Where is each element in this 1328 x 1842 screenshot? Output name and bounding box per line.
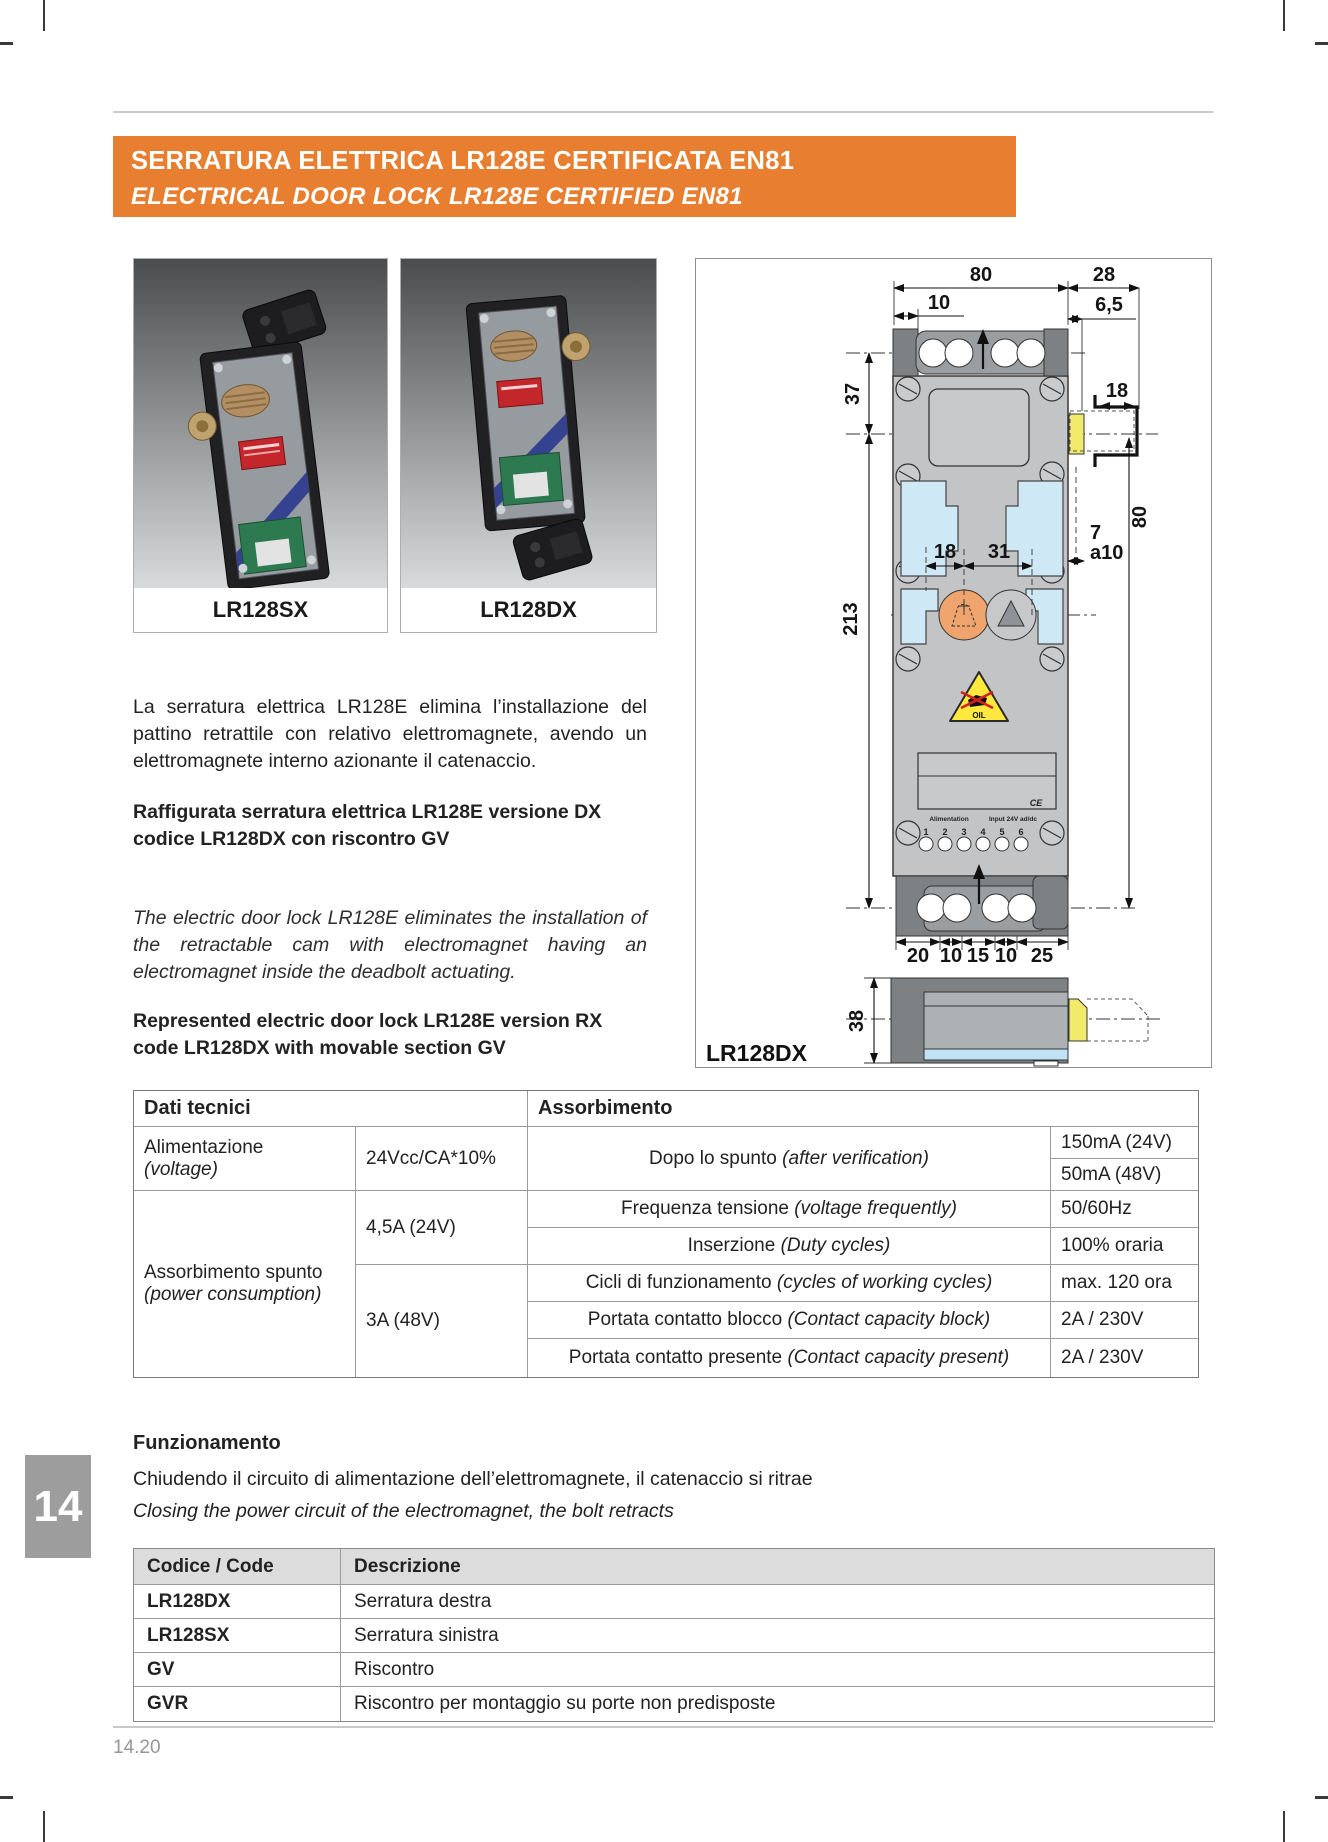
spec-cell-current-2: 3A (48V) xyxy=(356,1265,528,1377)
spec-row-value: 2A / 230V xyxy=(1051,1302,1198,1339)
spec-row-value: 50/60Hz xyxy=(1051,1191,1198,1228)
photo-caption-dx: LR128DX xyxy=(401,588,656,632)
page-title-english: ELECTRICAL DOOR LOCK LR128E CERTIFIED EN81 xyxy=(131,183,743,210)
page-number: 14.20 xyxy=(113,1737,161,1758)
crop-mark xyxy=(43,0,45,31)
spec-row-label xyxy=(528,1302,1051,1339)
spec-cell-assorbimento xyxy=(134,1191,356,1377)
technical-drawing xyxy=(696,259,1211,1067)
product-photo-box-sx xyxy=(133,258,388,633)
cell-label: Inserzione xyxy=(687,1235,776,1256)
cell-label-en: (Duty cycles) xyxy=(780,1235,891,1256)
cell-label: Dopo lo spunto xyxy=(649,1147,777,1169)
dim-bracket-width: 18 xyxy=(1105,380,1129,402)
cell-label-en: (power consumption) xyxy=(144,1284,322,1305)
code-cell: GVR xyxy=(134,1687,341,1721)
spec-header-right: Assorbimento xyxy=(528,1091,1198,1127)
product-photo-lr128sx xyxy=(134,259,387,588)
terminal-number: 1 xyxy=(923,827,929,837)
spec-cell-alimentazione xyxy=(134,1127,356,1191)
dim-bottom-d: 10 xyxy=(994,945,1018,967)
cell-label: Frequenza tensione xyxy=(621,1198,789,1219)
terminal-number: 2 xyxy=(942,827,948,837)
terminal-label-input: Input 24V ad/dc xyxy=(988,816,1038,823)
spec-cell-current-1: 4,5A (24V) xyxy=(356,1191,528,1265)
cell-label: Assorbimento spunto xyxy=(144,1262,323,1283)
lock-photo-illustration xyxy=(401,259,656,588)
spec-row-value: 2A / 230V xyxy=(1051,1339,1198,1377)
spec-cell-voltage-value: 24Vcc/CA*10% xyxy=(356,1127,528,1191)
code-cell: GV xyxy=(134,1653,341,1687)
cell-label-en: (voltage frequently) xyxy=(794,1198,957,1219)
photo-caption-sx: LR128SX xyxy=(134,588,387,632)
terminal-number: 3 xyxy=(961,827,967,837)
cell-label: Cicli di funzionamento xyxy=(585,1272,772,1293)
spec-cell-after-value-2: 50mA (48V) xyxy=(1051,1159,1198,1191)
terminal-number: 5 xyxy=(999,827,1005,837)
codes-header-code: Codice / Code xyxy=(134,1549,341,1585)
desc-cell: Riscontro per montaggio su porte non predisposte xyxy=(354,1693,776,1714)
dim-bottom-c: 15 xyxy=(966,945,990,967)
paragraph-english-bold: Represented electric door lock LR128E version RX code LR128DX with movable section GV xyxy=(133,1010,603,1059)
code-cell: LR128DX xyxy=(134,1585,341,1619)
dim-bottom-b: 10 xyxy=(939,945,963,967)
funzionamento-heading: Funzionamento xyxy=(133,1432,281,1454)
dim-hole-a: 18 xyxy=(933,541,957,563)
cell-label-en: (voltage) xyxy=(144,1158,218,1180)
oil-label: OIL xyxy=(972,711,986,720)
funzionamento-section xyxy=(133,1432,1143,1532)
dim-right-height: 80 xyxy=(1129,505,1151,529)
cell-label: Portata contatto presente xyxy=(568,1347,783,1368)
product-photo-box-dx xyxy=(400,258,657,633)
dim-side-height: 38 xyxy=(846,1009,868,1033)
product-photo-lr128dx xyxy=(401,259,656,588)
cell-label-en: (cycles of working cycles) xyxy=(776,1272,993,1293)
intro-text xyxy=(133,694,647,1062)
lock-photo-illustration xyxy=(134,259,387,588)
dim-depth: 7 xyxy=(1090,522,1102,544)
codes-header-desc: Descrizione xyxy=(341,1549,1214,1585)
spec-row-value: max. 120 ora xyxy=(1051,1265,1198,1302)
paragraph-english: The electric door lock LR128E eliminates the installation of the retractable cam with electromagnet having an electromagnet inside the deadbolt actuating. xyxy=(133,907,647,983)
funzionamento-line-italian: Chiudendo il circuito di alimentazione dell’elettromagnete, il catenaccio si ritrae xyxy=(133,1468,813,1490)
spec-header-left: Dati tecnici xyxy=(134,1091,528,1127)
desc-cell: Serratura sinistra xyxy=(341,1619,1214,1653)
spec-row-label xyxy=(528,1339,1051,1377)
codes-table xyxy=(133,1548,1215,1722)
dim-right-width: 28 xyxy=(1092,264,1116,286)
dim-top-spacing: 37 xyxy=(842,382,864,406)
funzionamento-line-english: Closing the power circuit of the electromagnet, the bolt retracts xyxy=(133,1500,674,1522)
cell-label: Portata contatto blocco xyxy=(587,1309,783,1330)
crop-mark xyxy=(0,1796,13,1799)
terminal-label-alimentation: Alimentation xyxy=(929,816,969,823)
dim-body-height: 213 xyxy=(840,602,862,636)
crop-mark xyxy=(43,1811,45,1842)
technical-drawing-box xyxy=(695,258,1212,1068)
crop-mark xyxy=(0,42,13,45)
cell-label-en: (Contact capacity block) xyxy=(787,1309,991,1330)
crop-mark xyxy=(1315,1796,1328,1799)
dim-bottom-e: 25 xyxy=(1030,945,1054,967)
drawing-caption: LR128DX xyxy=(706,1040,807,1066)
desc-cell: Serratura destra xyxy=(341,1585,1214,1619)
chapter-tab: 14 xyxy=(25,1455,91,1558)
spec-cell-after xyxy=(528,1127,1051,1191)
paragraph-italian: La serratura elettrica LR128E elimina l’installazione del pattino retrattile con relativo elettromagnete, avendo un elettromagnete interno azionante il catenaccio. xyxy=(133,696,647,772)
spec-row-label xyxy=(528,1191,1051,1228)
dim-hole-b: 31 xyxy=(987,541,1011,563)
page-title-italian: SERRATURA ELETTRICA LR128E CERTIFICATA EN81 xyxy=(131,147,795,175)
spec-cell-after-value-1: 150mA (24V) xyxy=(1051,1127,1198,1159)
terminal-number: 6 xyxy=(1018,827,1024,837)
spec-row-value: 100% oraria xyxy=(1051,1228,1198,1265)
spec-row-label xyxy=(528,1265,1051,1302)
cell-label-en: (after verification) xyxy=(782,1147,929,1169)
footer-rule xyxy=(113,1726,1213,1728)
bottom-view xyxy=(891,978,1148,1066)
code-cell: LR128SX xyxy=(134,1619,341,1653)
section-banner xyxy=(113,136,1016,217)
crop-mark xyxy=(1283,1811,1285,1842)
top-rule xyxy=(113,111,1213,113)
desc-cell: Riscontro xyxy=(341,1653,1214,1687)
crop-mark xyxy=(1315,42,1328,45)
cell-label: Alimentazione xyxy=(144,1136,264,1158)
dim-bottom-a: 20 xyxy=(906,945,930,967)
paragraph-italian-bold: Raffigurata serratura elettrica LR128E versione DX codice LR128DX con riscontro GV xyxy=(133,801,602,850)
spec-table xyxy=(133,1090,1199,1378)
dim-right-offset: 6,5 xyxy=(1095,294,1123,316)
spec-row-label xyxy=(528,1228,1051,1265)
crop-mark xyxy=(1283,0,1285,31)
dim-depth-note: a10 xyxy=(1090,542,1124,564)
ce-mark: CE xyxy=(1029,798,1043,808)
cell-label-en: (Contact capacity present) xyxy=(787,1347,1010,1368)
dim-top-offset: 10 xyxy=(927,292,951,314)
dim-top-width: 80 xyxy=(969,264,993,286)
terminal-number: 4 xyxy=(980,827,986,837)
